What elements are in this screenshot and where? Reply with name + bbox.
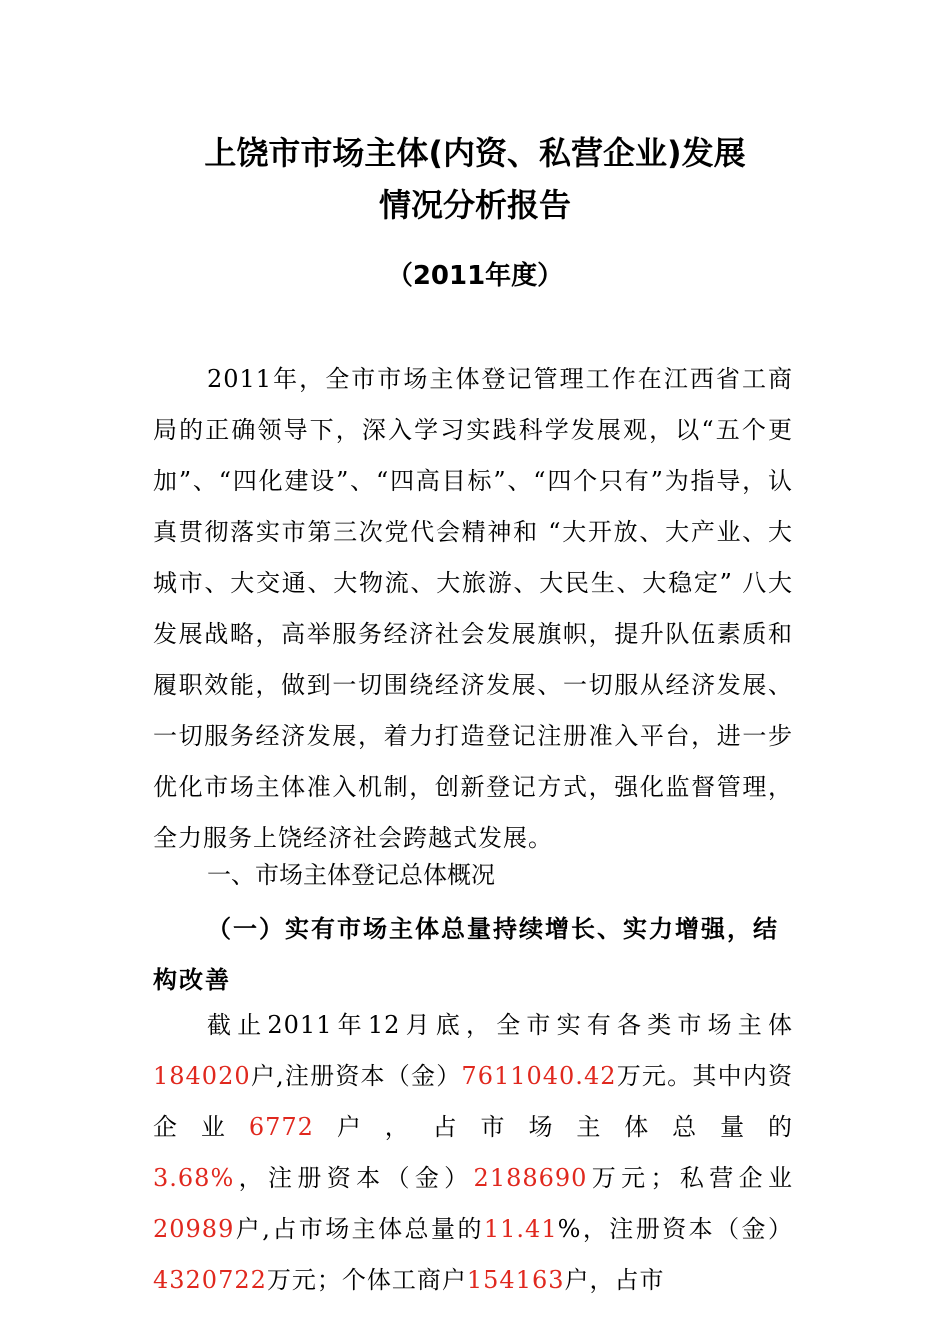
stats-text: %，注册资本（金） bbox=[557, 1215, 793, 1243]
private-capital-value: 4320722 bbox=[153, 1266, 267, 1294]
domestic-count-value: 6772 bbox=[248, 1113, 314, 1141]
domestic-percent-value: 3.68% bbox=[153, 1164, 235, 1192]
stats-text: 户,注册资本（金） bbox=[250, 1062, 462, 1090]
stats-text: 万元；个体工商户 bbox=[266, 1266, 467, 1294]
stats-text: 户,占市场主体总量的 bbox=[234, 1215, 484, 1243]
report-year-label: （2011年度） bbox=[386, 261, 564, 291]
stats-text: 户，占市场主体总量的 bbox=[313, 1113, 794, 1141]
section-heading: 一、市场主体登记总体概况 bbox=[207, 861, 495, 889]
individual-count-value: 154163 bbox=[466, 1266, 565, 1294]
stats-text: 户，占市 bbox=[564, 1266, 665, 1294]
stats-text: ，注册资本（金） bbox=[234, 1164, 474, 1192]
total-households-value: 184020 bbox=[153, 1062, 251, 1090]
subsection-heading: （一）实有市场主体总量持续增长、实力增强，结构改善 bbox=[153, 914, 779, 994]
domestic-capital-value: 2188690 bbox=[473, 1164, 588, 1192]
private-count-value: 20989 bbox=[153, 1215, 235, 1243]
stats-text: 万元。其中内资企业 bbox=[153, 1062, 793, 1141]
intro-paragraph: 2011年，全市市场主体登记管理工作在江西省工商局的正确领导下，深入学习实践科学发展观，以“五个更加”、“四化建设”、“四高目标”、“四个只有”为指导，认真贯彻落实市第三次党代会精神和 “大开放、大产业、大城市、大交通、大物流、大旅游、大民生、大稳定” 八大发展战略，高举服务经济社会发展旗帜，提升队伍素质和履职效能，做到一切围绕经济发展、一切服从经济发展、一切服务经济发展，着力打造登记注册准入平台，进一步优化市场主体准入机制，创新登记方式，强化监督管理，全力服务上饶经济社会跨越式发展。 bbox=[153, 365, 793, 852]
private-percent-value: 11.41 bbox=[483, 1215, 558, 1243]
document-title-line1: 上饶市市场主体(内资、私营企业)发展 bbox=[204, 134, 746, 172]
statistics-paragraph bbox=[153, 1000, 793, 1306]
total-capital-value: 7611040.42 bbox=[461, 1062, 617, 1090]
stats-text: 截止2011年12月底，全市实有各类市场主体 bbox=[207, 1011, 793, 1039]
document-title-line2: 情况分析报告 bbox=[378, 186, 571, 224]
stats-text: 万元；私营企业 bbox=[587, 1164, 794, 1192]
